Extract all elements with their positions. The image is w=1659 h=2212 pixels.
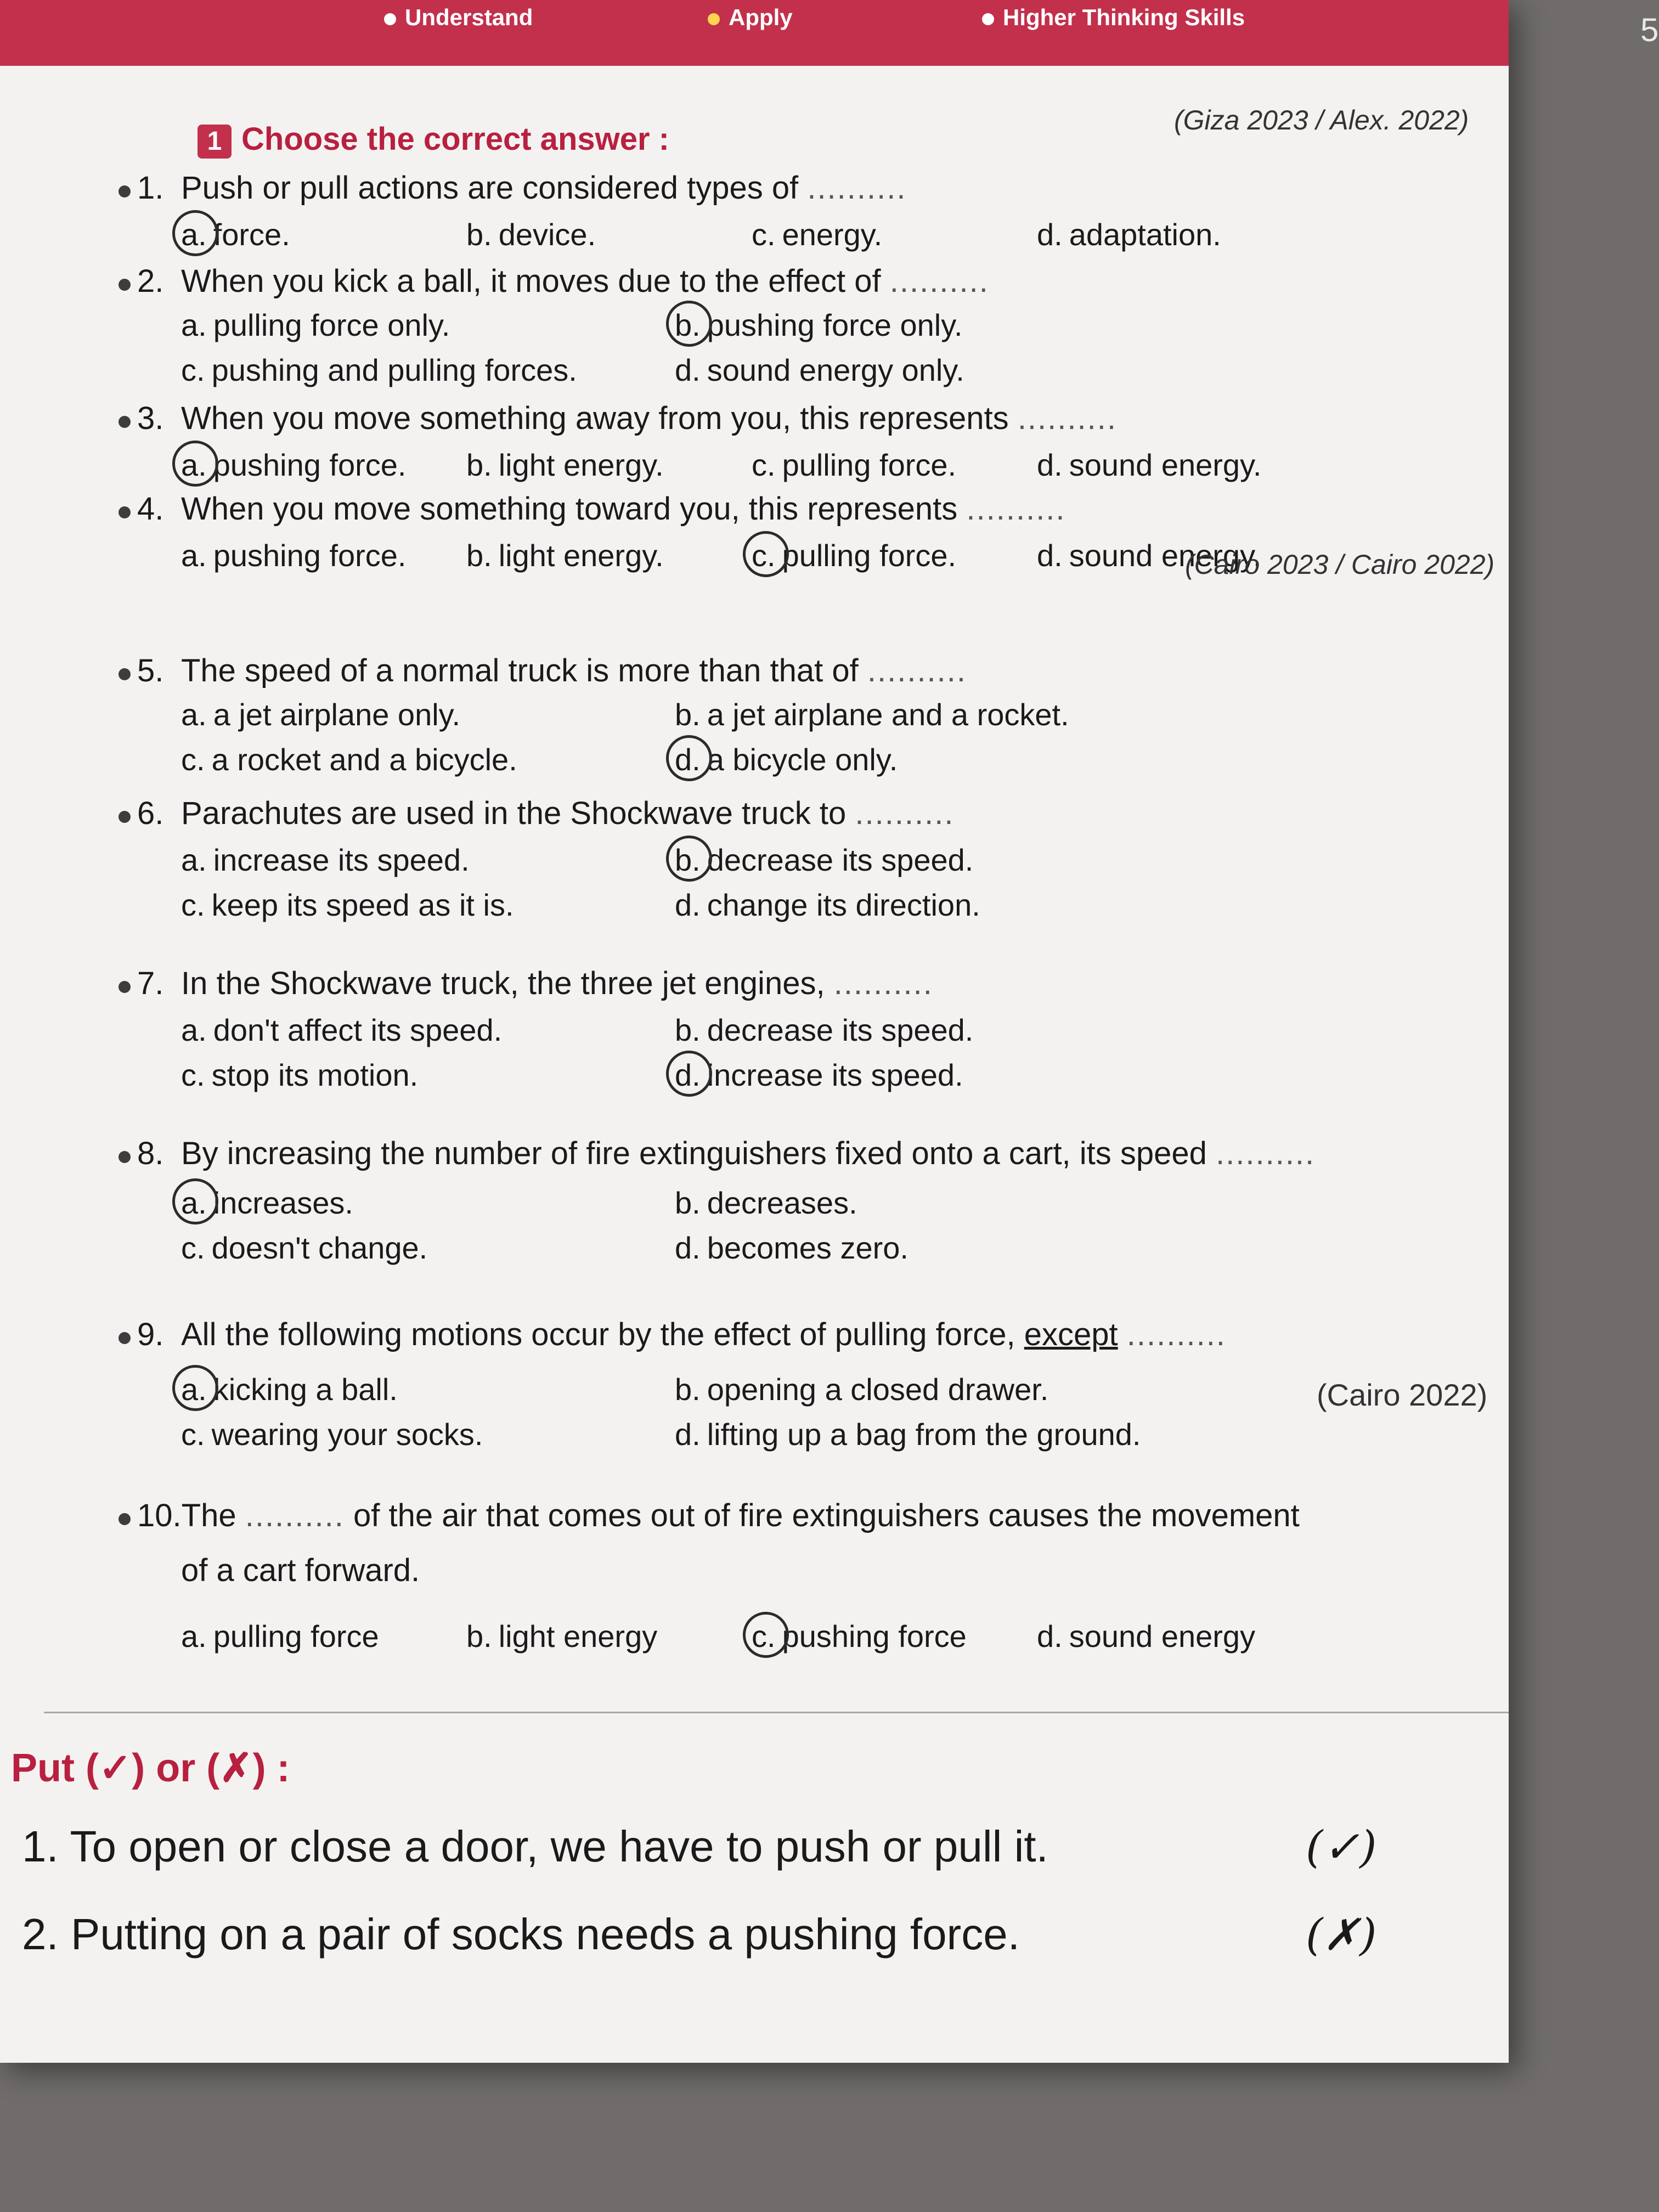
section-number-badge: 1 — [198, 125, 232, 159]
true-false-item-1: 1. To open or close a door, we have to push or pull it. — [22, 1822, 1048, 1871]
question-9: 9. All the following motions occur by the effect of pulling force, except .......... — [137, 1317, 1226, 1352]
question-4: 4. When you move something toward you, this represents .......... — [137, 491, 1066, 527]
option-a[interactable]: a. kicking a ball. — [181, 1372, 398, 1407]
question-10: 10.The .......... of the air that comes out of fire extinguishers causes the movement — [137, 1498, 1300, 1533]
question-1: 1. Push or pull actions are considered types of .......... — [137, 170, 907, 206]
bullet-icon — [119, 981, 131, 993]
bullet-icon — [119, 279, 131, 291]
option-a[interactable]: a. increase its speed. — [181, 843, 470, 877]
page-number: 5 — [1640, 12, 1659, 48]
option-c[interactable]: c. pushing and pulling forces. — [181, 353, 577, 387]
option-d[interactable]: d. adaptation. — [1037, 217, 1221, 252]
section-divider — [44, 1712, 1509, 1713]
question-5-options — [181, 697, 1223, 785]
question-8-options — [181, 1185, 1223, 1273]
question-3: 3. When you move something away from you, this represents .......... — [137, 400, 1117, 436]
option-d[interactable]: d. increase its speed. — [675, 1058, 963, 1092]
bullet-icon — [119, 1332, 131, 1344]
question-2-options — [181, 307, 1223, 395]
question-7-options — [181, 1012, 1223, 1100]
exam-source: (Cairo 2022) — [1317, 1378, 1488, 1412]
level-understand — [384, 4, 533, 31]
dot-icon — [384, 13, 396, 25]
option-b[interactable]: b. device. — [466, 217, 596, 252]
option-b[interactable]: b. light energy. — [466, 448, 664, 482]
option-b[interactable]: b. decrease its speed. — [675, 1013, 974, 1047]
section-title: Choose the correct answer : — [241, 121, 669, 157]
question-10-options — [181, 1618, 1256, 1706]
bullet-icon — [119, 416, 131, 428]
question-8: 8. By increasing the number of fire extinguishers fixed onto a cart, its speed .......... — [137, 1136, 1316, 1171]
level-higher-thinking — [982, 4, 1245, 31]
option-d[interactable]: d. change its direction. — [675, 888, 980, 922]
option-a[interactable]: a. pushing force. — [181, 448, 407, 482]
exam-source: (Giza 2023 / Alex. 2022) — [1174, 105, 1469, 136]
option-a[interactable]: a. pushing force. — [181, 538, 407, 573]
option-c[interactable]: c. pulling force. — [752, 538, 957, 573]
option-d[interactable]: d. becomes zero. — [675, 1231, 909, 1265]
question-6-options — [181, 842, 1223, 930]
option-d[interactable]: d. sound energy — [1037, 1619, 1256, 1654]
option-b[interactable]: b. a jet airplane and a rocket. — [675, 697, 1069, 732]
bullet-icon — [119, 1151, 131, 1163]
question-7: 7. In the Shockwave truck, the three jet engines, .......... — [137, 966, 933, 1001]
option-c[interactable]: c. a rocket and a bicycle. — [181, 742, 517, 777]
option-c[interactable]: c. wearing your socks. — [181, 1417, 483, 1452]
option-b[interactable]: b. light energy — [466, 1619, 658, 1654]
option-c[interactable]: c. doesn't change. — [181, 1231, 428, 1265]
dot-icon — [708, 13, 720, 25]
bullet-icon — [119, 668, 131, 680]
answer-mark-1[interactable]: (✓) — [1306, 1821, 1377, 1872]
level-apply — [708, 4, 793, 31]
option-c[interactable]: c. pushing force — [752, 1619, 967, 1654]
level-label: Understand — [405, 4, 533, 30]
question-4-options — [181, 538, 1262, 625]
bullet-icon — [119, 1513, 131, 1525]
question-2: 2. When you kick a ball, it moves due to the effect of .......... — [137, 263, 989, 299]
skill-level-band — [0, 0, 1509, 66]
option-b[interactable]: b. light energy. — [466, 538, 664, 573]
option-b[interactable]: b. opening a closed drawer. — [675, 1372, 1049, 1407]
option-a[interactable]: a. don't affect its speed. — [181, 1013, 503, 1047]
true-false-item-2: 2. Putting on a pair of socks needs a pushing force. — [22, 1910, 1020, 1959]
section-2-heading: Put (✓) or (✗) : — [11, 1746, 290, 1790]
option-b[interactable]: b. pushing force only. — [675, 308, 963, 342]
option-d[interactable]: d. lifting up a bag from the ground. — [675, 1417, 1141, 1452]
bullet-icon — [119, 506, 131, 518]
option-d[interactable]: d. sound energy. — [1037, 448, 1262, 482]
level-label: Higher Thinking Skills — [1003, 4, 1245, 30]
question-10-line-2: of a cart forward. — [181, 1553, 420, 1588]
question-6: 6. Parachutes are used in the Shockwave truck to .......... — [137, 795, 955, 831]
option-d[interactable]: d. a bicycle only. — [675, 742, 898, 777]
option-a[interactable]: a. a jet airplane only. — [181, 697, 461, 732]
bullet-icon — [119, 811, 131, 823]
option-b[interactable]: b. decrease its speed. — [675, 843, 974, 877]
answer-mark-2[interactable]: (✗) — [1306, 1909, 1377, 1960]
bullet-icon — [119, 185, 131, 198]
section-1-heading — [198, 121, 669, 159]
option-d[interactable]: d. sound energy only. — [675, 353, 964, 387]
level-label: Apply — [729, 4, 793, 30]
option-c[interactable]: c. keep its speed as it is. — [181, 888, 514, 922]
option-b[interactable]: b. decreases. — [675, 1186, 857, 1220]
option-a[interactable]: a. increases. — [181, 1186, 353, 1220]
option-a[interactable]: a. pulling force only. — [181, 308, 450, 342]
question-5: 5. The speed of a normal truck is more than that of .......... — [137, 653, 967, 689]
option-c[interactable]: c. stop its motion. — [181, 1058, 419, 1092]
option-a[interactable]: a. pulling force — [181, 1619, 379, 1654]
question-9-options — [181, 1372, 1223, 1459]
dot-icon — [982, 13, 994, 25]
option-a[interactable]: a. force. — [181, 217, 290, 252]
exam-source: (Cairo 2023 / Cairo 2022) — [1185, 549, 1495, 580]
option-d[interactable]: d. sound energy. — [1037, 538, 1262, 573]
option-c[interactable]: c. energy. — [752, 217, 883, 252]
option-c[interactable]: c. pulling force. — [752, 448, 957, 482]
